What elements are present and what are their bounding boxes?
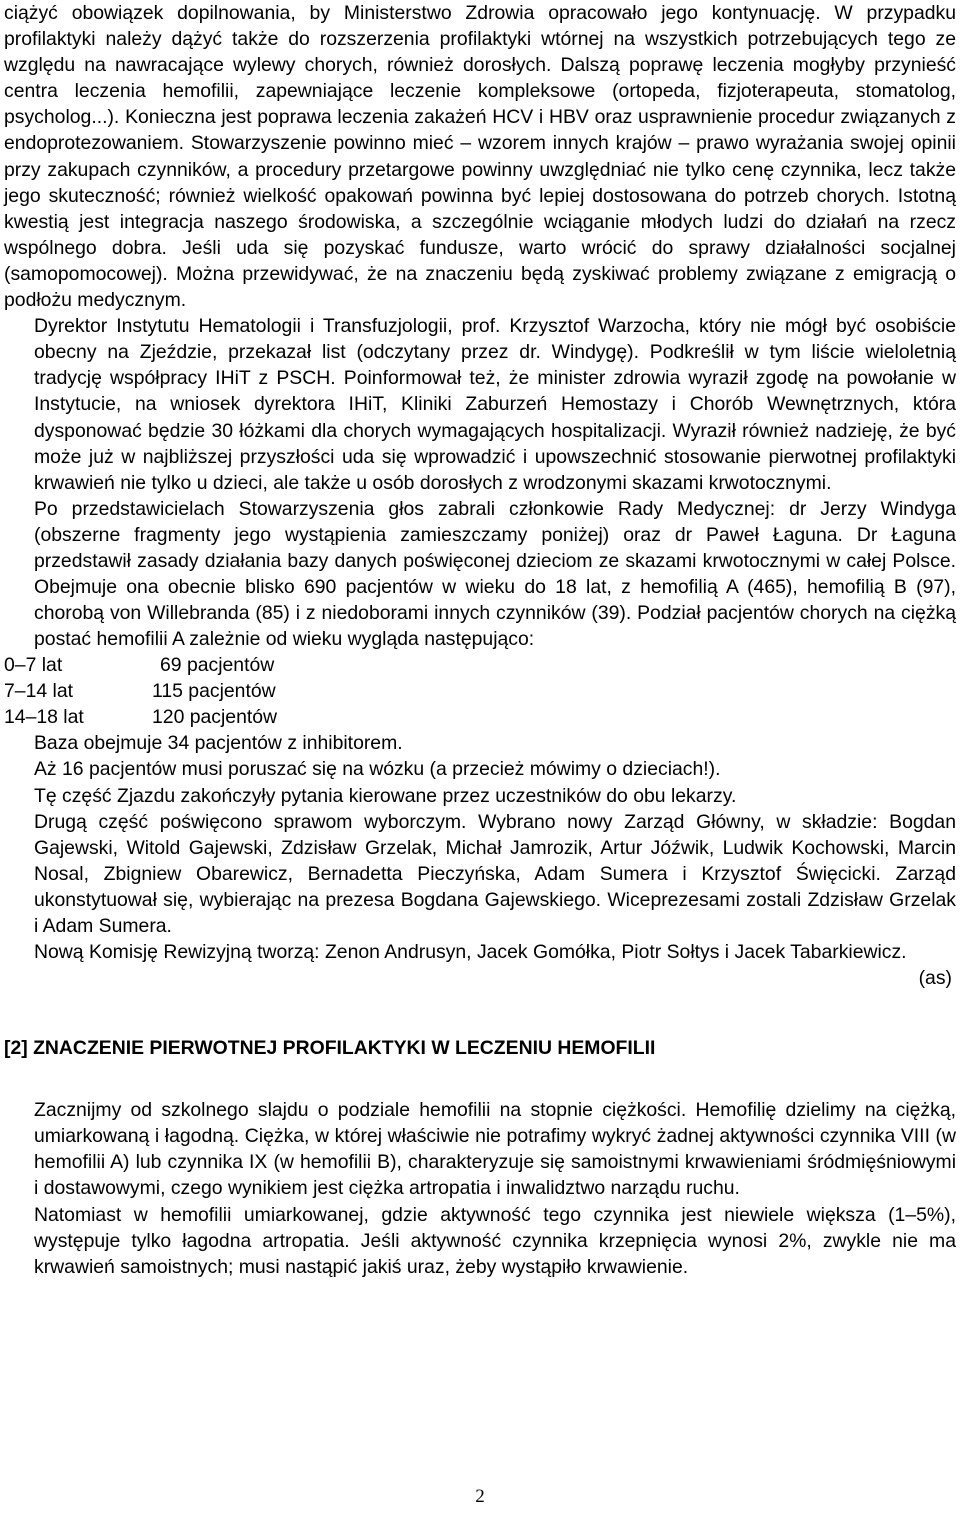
age-range: 14–18 lat <box>4 706 84 729</box>
age-table-row <box>4 704 956 730</box>
patient-count: 69 pacjentów <box>160 654 275 677</box>
paragraph: ciążyć obowiązek dopilnowania, by Ministerstwo Zdrowia opracowało jego kontynuację. W przypadku profilaktyki należy dążyć także do rozszerzenia profilaktyki wtórnej na wszystkich potrzebujących tego ze względu na nawracające wylewy chorych, również dorosłych. Dalszą poprawę leczenia mogłyby przynieść centra leczenia hemofilii, zapewniające leczenie kompleksowe (ortopeda, fizjoterapeuta, stomatolog, psycholog...). Konieczna jest poprawa leczenia zakażeń HCV i HBV oraz usprawnienie procedur związanych z endoprotezowaniem. Stowarzyszenie powinno mieć – wzorem innych krajów – prawo wyrażania swojej opinii przy zakupach czynników, a procedury przetargowe powinny uwzględniać nie tylko cenę czynnika, lecz także jego skuteczność; również wielkość opakowań powinna być lepiej dostosowana do potrzeb chorych. Istotną kwestią jest integracja naszego środowiska, a szczególnie wciąganie młodych ludzi do działań na rzecz wspólnego dobra. Jeśli uda się pozyskać fundusze, warto wrócić do sprawy działalności socjalnej (samopomocowej). Można przewidywać, że na znaczeniu będą zyskiwać problemy związane z emigracją o podłożu medycznym. <box>4 2 956 312</box>
paragraph: Dyrektor Instytutu Hematologii i Transfuzjologii, prof. Krzysztof Warzocha, który nie mógł być osobiście obecny na Zjeździe, przekazał list (odczytany przez dr. Windygę). Podkreślił w tym liście wieloletnią tradycję współpracy IHiT z PSCH. Poinformował też, że minister zdrowia wyraził zgodę na powołanie w Instytucie, na wniosek dyrektora IHiT, Kliniki Zaburzeń Hemostazy i Chorób Wewnętrznych, która dysponować będzie 30 łóżkami dla chorych wymagających hospitalizacji. Wyraził również nadzieję, że być może już w najbliższej przyszłości uda się wprowadzić i upowszechnić stosowanie pierwotnej profilaktyki krwawień nie tylko u dzieci, ale także u osób dorosłych z wrodzonymi skazami krwotocznymi. <box>34 315 956 494</box>
paragraph: Natomiast w hemofilii umiarkowanej, gdzie aktywność tego czynnika jest niewiele większa (1–5%), występuje tylko łagodna artropatia. Jeśli aktywność czynnika krzepnięcia wynosi 2%, zwykle nie ma krwawień samoistnych; musi nastąpić jakiś uraz, żeby wystąpiło krwawienie. <box>34 1203 956 1278</box>
patient-count: 115 pacjentów <box>152 680 276 703</box>
paragraph: Baza obejmuje 34 pacjentów z inhibitorem. <box>34 732 403 755</box>
age-table-row <box>4 652 956 678</box>
document-page <box>4 0 956 1280</box>
age-table-row <box>4 678 956 704</box>
age-table <box>4 652 956 730</box>
paragraph: Aż 16 pacjentów musi poruszać się na wózku (a przecież mówimy o dzieciach!). <box>34 758 721 781</box>
paragraph: Zacznijmy od szkolnego slajdu o podziale hemofilii na stopnie ciężkości. Hemofilię dzielimy na ciężką, umiarkowaną i łagodną. Ciężka, w której właściwie nie potrafimy wykryć żadnej aktywności czynnika VIII (w hemofilii A) lub czynnika IX (w hemofilii B), charakteryzuje się samoistnymi krwawieniami śródmięśniowymi i dostawowymi, czego wynikiem jest ciężka artropatia i inwalidztwo narządu ruchu. <box>34 1099 956 1200</box>
age-range: 7–14 lat <box>4 680 74 703</box>
section-heading: [2] ZNACZENIE PIERWOTNEJ PROFILAKTYKI W LECZENIU HEMOFILII <box>4 1037 656 1060</box>
age-range: 0–7 lat <box>4 654 63 677</box>
paragraph: Tę część Zjazdu zakończyły pytania kierowane przez uczestników do obu lekarzy. <box>34 784 737 807</box>
author-signature: (as) <box>918 967 952 990</box>
paragraph: Po przedstawicielach Stowarzyszenia głos zabrali członkowie Rady Medycznej: dr Jerzy Windyga (obszerne fragmenty jego wystąpienia zamieszczamy poniżej) oraz dr Paweł Łaguna. Dr Łaguna przedstawił zasady działania bazy danych poświęconej dzieciom ze skazami krwotocznymi w całej Polsce. Obejmuje ona obecnie blisko 690 pacjentów w wieku do 18 lat, z hemofilią A (465), hemofilią B (97), chorobą von Willebranda (85) i z niedoborami innych czynników (39). Podział pacjentów chorych na ciężką postać hemofilii A zależnie od wieku wygląda następująco: <box>34 497 956 651</box>
patient-count: 120 pacjentów <box>152 706 278 729</box>
paragraph: Drugą część poświęcono sprawom wyborczym. Wybrano nowy Zarząd Główny, w składzie: Bogdan Gajewski, Witold Gajewski, Zdzisław Grzelak, Michał Jamrozik, Artur Jóźwik, Ludwik Kochowski, Marcin Nosal, Zbigniew Obarewicz, Bernadetta Pieczyńska, Adam Sumera i Krzysztof Święcicki. Zarząd ukonstytuował się, wybierając na prezesa Bogdana Gajewskiego. Wiceprezesami zostali Zdzisław Grzelak i Adam Sumera. <box>34 810 956 937</box>
paragraph: Nową Komisję Rewizyjną tworzą: Zenon Andrusyn, Jacek Gomółka, Piotr Sołtys i Jacek Tabarkiewicz. <box>34 941 907 964</box>
page-number: 2 <box>475 1486 485 1507</box>
